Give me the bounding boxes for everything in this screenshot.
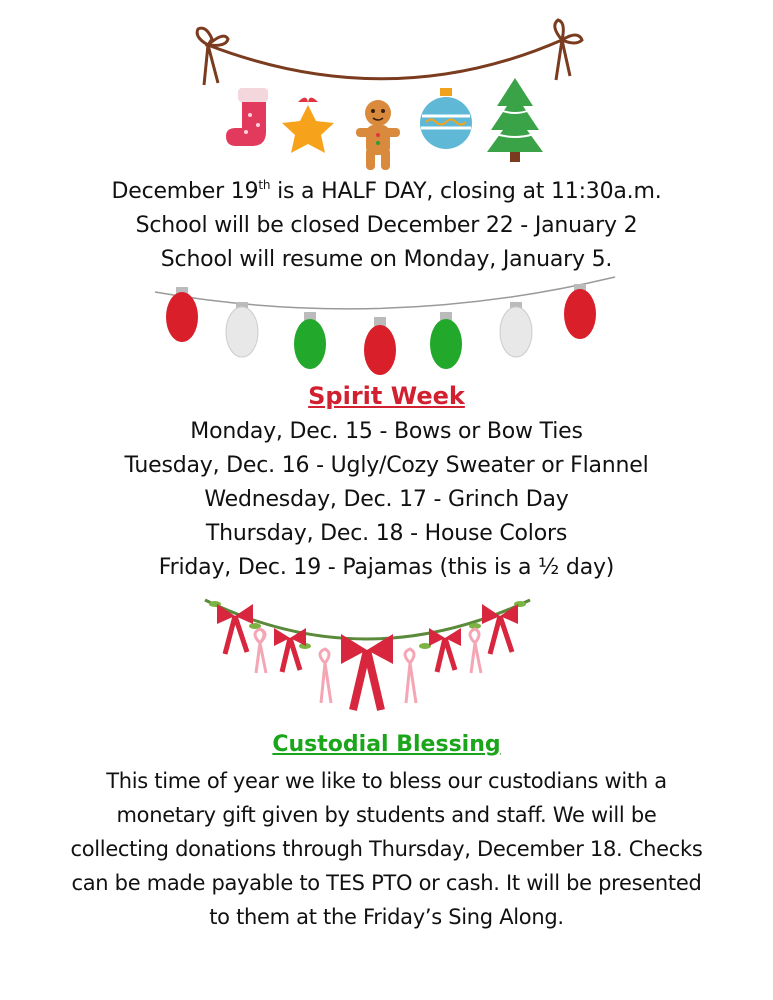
closure-line: School will be closed December 22 - January 2 [135, 213, 638, 238]
custodial-line: collecting donations through Thursday, December 18. Checks [70, 837, 703, 861]
spirit-day-item: Friday, Dec. 19 - Pajamas (this is a ½ day) [158, 555, 615, 580]
stocking-icon [226, 88, 268, 146]
spirit-week-title: Spirit Week [308, 382, 465, 410]
spirit-week-list [0, 415, 773, 585]
ornament-garland-icon [190, 10, 590, 175]
half-day-line: December 19th is a HALF DAY, closing at 11:30a.m. [111, 178, 662, 204]
custodial-line: to them at the Friday’s Sing Along. [209, 905, 564, 929]
spirit-day-item: Monday, Dec. 15 - Bows or Bow Ties [190, 419, 583, 444]
resume-line: School will resume on Monday, January 5. [160, 247, 613, 272]
ball-ornament-icon [420, 88, 472, 149]
intro-announcement [0, 175, 773, 277]
spirit-day-item: Wednesday, Dec. 17 - Grinch Day [204, 487, 569, 512]
star-ornament-icon [282, 98, 334, 153]
spirit-day-item: Tuesday, Dec. 16 - Ugly/Cozy Sweater or Flannel [124, 453, 649, 478]
gingerbread-man-icon [356, 100, 400, 170]
christmas-lights-icon [150, 272, 620, 382]
bow-garland-icon [195, 588, 540, 723]
custodial-blessing-body [0, 764, 773, 934]
custodial-line: can be made payable to TES PTO or cash. It will be presented [71, 871, 702, 895]
tree-ornament-icon [487, 78, 543, 162]
spirit-day-item: Thursday, Dec. 18 - House Colors [205, 521, 568, 546]
custodial-line: monetary gift given by students and staff. We will be [116, 803, 657, 827]
custodial-blessing-title: Custodial Blessing [272, 732, 501, 757]
custodial-line: This time of year we like to bless our custodians with a [106, 769, 667, 793]
